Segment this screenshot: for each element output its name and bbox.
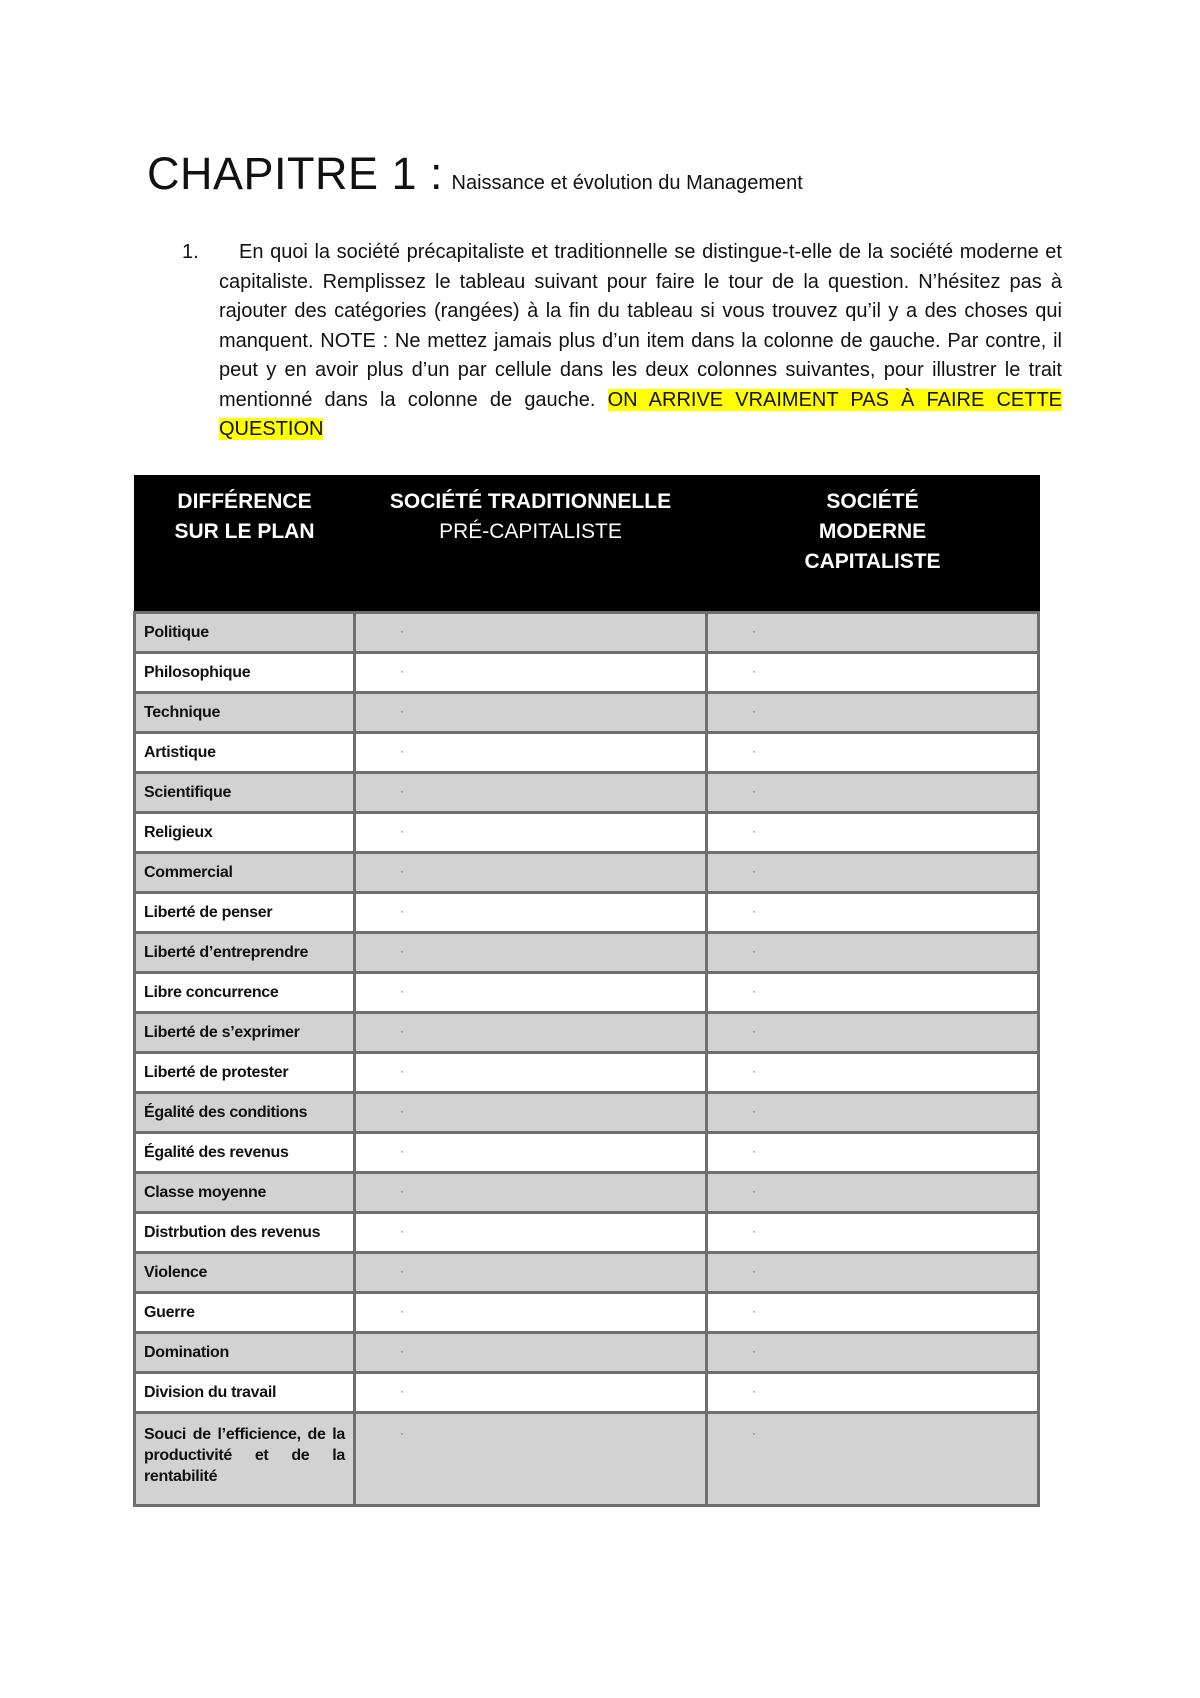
table-row — [135, 1293, 1039, 1333]
header-modern-label: SOCIÉTÉ MODERNE CAPITALISTE — [804, 490, 941, 573]
traditional-cell[interactable] — [355, 1293, 707, 1333]
modern-cell[interactable] — [707, 1133, 1039, 1173]
row-label: Souci de l’efficience, de la productivité et de la rentabilité — [135, 1413, 355, 1506]
table-row — [135, 853, 1039, 893]
traditional-cell[interactable] — [355, 613, 707, 653]
modern-cell[interactable] — [707, 1253, 1039, 1293]
row-label: Philosophique — [135, 653, 355, 693]
bullet-icon: · — [752, 784, 756, 798]
row-label: Artistique — [135, 733, 355, 773]
table-row — [135, 933, 1039, 973]
traditional-cell[interactable] — [355, 1333, 707, 1373]
table-row — [135, 1093, 1039, 1133]
table-header-row — [135, 476, 1039, 613]
bullet-icon: · — [400, 1184, 404, 1198]
traditional-cell[interactable] — [355, 973, 707, 1013]
table-row — [135, 1053, 1039, 1093]
bullet-icon: · — [400, 664, 404, 678]
traditional-cell[interactable] — [355, 1253, 707, 1293]
bullet-icon: · — [752, 1426, 756, 1440]
bullet-icon: · — [752, 944, 756, 958]
question-number: 1. — [182, 241, 199, 263]
row-label: Égalité des conditions — [135, 1093, 355, 1133]
chapter-subtitle: Naissance et évolution du Management — [451, 172, 803, 194]
header-traditional-label: SOCIÉTÉ TRADITIONNELLE — [389, 490, 672, 513]
row-label: Technique — [135, 693, 355, 733]
chapter-heading — [147, 148, 803, 200]
traditional-cell[interactable] — [355, 1013, 707, 1053]
bullet-icon: · — [752, 1304, 756, 1318]
traditional-cell[interactable] — [355, 653, 707, 693]
bullet-icon: · — [400, 1344, 404, 1358]
bullet-icon: · — [752, 1384, 756, 1398]
table-row — [135, 1173, 1039, 1213]
bullet-icon: · — [752, 1224, 756, 1238]
row-label: Distrbution des revenus — [135, 1213, 355, 1253]
modern-cell[interactable] — [707, 813, 1039, 853]
modern-cell[interactable] — [707, 1213, 1039, 1253]
modern-cell[interactable] — [707, 933, 1039, 973]
chapter-title: CHAPITRE 1 : — [147, 148, 444, 199]
row-label: Violence — [135, 1253, 355, 1293]
modern-cell[interactable] — [707, 1373, 1039, 1413]
row-label: Division du travail — [135, 1373, 355, 1413]
row-label: Classe moyenne — [135, 1173, 355, 1213]
bullet-icon: · — [400, 744, 404, 758]
bullet-icon: · — [752, 824, 756, 838]
bullet-icon: · — [400, 824, 404, 838]
traditional-cell[interactable] — [355, 1133, 707, 1173]
bullet-icon: · — [752, 1104, 756, 1118]
table-row — [135, 1333, 1039, 1373]
header-traditional-sub: PRÉ-CAPITALISTE — [439, 520, 622, 543]
header-modern — [707, 476, 1039, 613]
bullet-icon: · — [400, 1024, 404, 1038]
bullet-icon: · — [400, 904, 404, 918]
bullet-icon: · — [400, 624, 404, 638]
bullet-icon: · — [400, 944, 404, 958]
traditional-cell[interactable] — [355, 813, 707, 853]
row-label: Liberté d’entreprendre — [135, 933, 355, 973]
bullet-icon: · — [400, 984, 404, 998]
bullet-icon: · — [400, 1144, 404, 1158]
modern-cell[interactable] — [707, 693, 1039, 733]
header-traditional — [355, 476, 707, 613]
traditional-cell[interactable] — [355, 1373, 707, 1413]
bullet-icon: · — [752, 1184, 756, 1198]
comparison-table — [133, 475, 1040, 1507]
traditional-cell[interactable] — [355, 773, 707, 813]
modern-cell[interactable] — [707, 1053, 1039, 1093]
table-row — [135, 773, 1039, 813]
traditional-cell[interactable] — [355, 1173, 707, 1213]
bullet-icon: · — [400, 1104, 404, 1118]
row-label: Religieux — [135, 813, 355, 853]
bullet-icon: · — [752, 864, 756, 878]
table-row — [135, 1253, 1039, 1293]
bullet-icon: · — [400, 784, 404, 798]
modern-cell[interactable] — [707, 853, 1039, 893]
row-label: Liberté de s’exprimer — [135, 1013, 355, 1053]
traditional-cell[interactable] — [355, 733, 707, 773]
bullet-icon: · — [400, 1064, 404, 1078]
table-body — [135, 613, 1039, 1506]
modern-cell[interactable] — [707, 773, 1039, 813]
bullet-icon: · — [752, 1024, 756, 1038]
table-row — [135, 1413, 1039, 1506]
table-row — [135, 733, 1039, 773]
bullet-icon: · — [752, 744, 756, 758]
modern-cell[interactable] — [707, 733, 1039, 773]
bullet-icon: · — [400, 704, 404, 718]
question-block — [182, 238, 1062, 445]
table-row — [135, 973, 1039, 1013]
bullet-icon: · — [752, 1264, 756, 1278]
modern-cell[interactable] — [707, 1173, 1039, 1213]
bullet-icon: · — [752, 904, 756, 918]
bullet-icon: · — [752, 984, 756, 998]
bullet-icon: · — [400, 1384, 404, 1398]
modern-cell[interactable] — [707, 1013, 1039, 1053]
bullet-icon: · — [400, 864, 404, 878]
row-label: Commercial — [135, 853, 355, 893]
bullet-icon: · — [752, 1344, 756, 1358]
header-difference-label: DIFFÉRENCE SUR LE PLAN — [174, 490, 315, 543]
traditional-cell[interactable] — [355, 1093, 707, 1133]
bullet-icon: · — [400, 1264, 404, 1278]
table-row — [135, 1013, 1039, 1053]
row-label: Liberté de protester — [135, 1053, 355, 1093]
bullet-icon: · — [752, 1144, 756, 1158]
modern-cell[interactable] — [707, 973, 1039, 1013]
modern-cell[interactable] — [707, 1333, 1039, 1373]
bullet-icon: · — [400, 1224, 404, 1238]
modern-cell[interactable] — [707, 613, 1039, 653]
bullet-icon: · — [752, 664, 756, 678]
row-label: Libre concurrence — [135, 973, 355, 1013]
modern-cell[interactable] — [707, 653, 1039, 693]
table-row — [135, 813, 1039, 853]
modern-cell[interactable] — [707, 1093, 1039, 1133]
question-body: En quoi la société précapitaliste et traditionnelle se distingue-t-elle de la société moderne et capitaliste. Remplissez le tableau suivant pour faire le tour de la question. N’hésitez pas à rajouter des catégories (rangées) à la fin du tableau si vous trouvez qu’il y a des choses qui manquent. NOTE : Ne mettez jamais plus d’un item dans la colonne de gauche. Par contre, il peut y en avoir plus d’un par cellule dans les deux colonnes suivantes, pour illustrer le trait mentionné dans la colonne de gauche. — [219, 241, 1062, 411]
bullet-icon: · — [400, 1304, 404, 1318]
bullet-icon: · — [752, 1064, 756, 1078]
traditional-cell[interactable] — [355, 1213, 707, 1253]
modern-cell[interactable] — [707, 1293, 1039, 1333]
highlighted-comment: ON ARRIVE VRAIMENT PAS À FAIRE CETTE QUESTION — [219, 388, 1062, 440]
table-row — [135, 1133, 1039, 1173]
row-label: Égalité des revenus — [135, 1133, 355, 1173]
bullet-icon: · — [752, 624, 756, 638]
table-row — [135, 1213, 1039, 1253]
traditional-cell[interactable] — [355, 893, 707, 933]
table-row — [135, 893, 1039, 933]
traditional-cell[interactable] — [355, 933, 707, 973]
traditional-cell[interactable] — [355, 693, 707, 733]
table-row — [135, 653, 1039, 693]
traditional-cell[interactable] — [355, 1053, 707, 1093]
modern-cell[interactable] — [707, 1413, 1039, 1506]
row-label: Guerre — [135, 1293, 355, 1333]
row-label: Politique — [135, 613, 355, 653]
header-difference — [135, 476, 355, 613]
row-label: Domination — [135, 1333, 355, 1373]
modern-cell[interactable] — [707, 893, 1039, 933]
row-label: Liberté de penser — [135, 893, 355, 933]
table-row — [135, 693, 1039, 733]
bullet-icon: · — [400, 1426, 404, 1440]
table-row — [135, 1373, 1039, 1413]
traditional-cell[interactable] — [355, 1413, 707, 1506]
traditional-cell[interactable] — [355, 853, 707, 893]
bullet-icon: · — [752, 704, 756, 718]
row-label: Scientifique — [135, 773, 355, 813]
table-row — [135, 613, 1039, 653]
question-text — [219, 238, 1062, 445]
